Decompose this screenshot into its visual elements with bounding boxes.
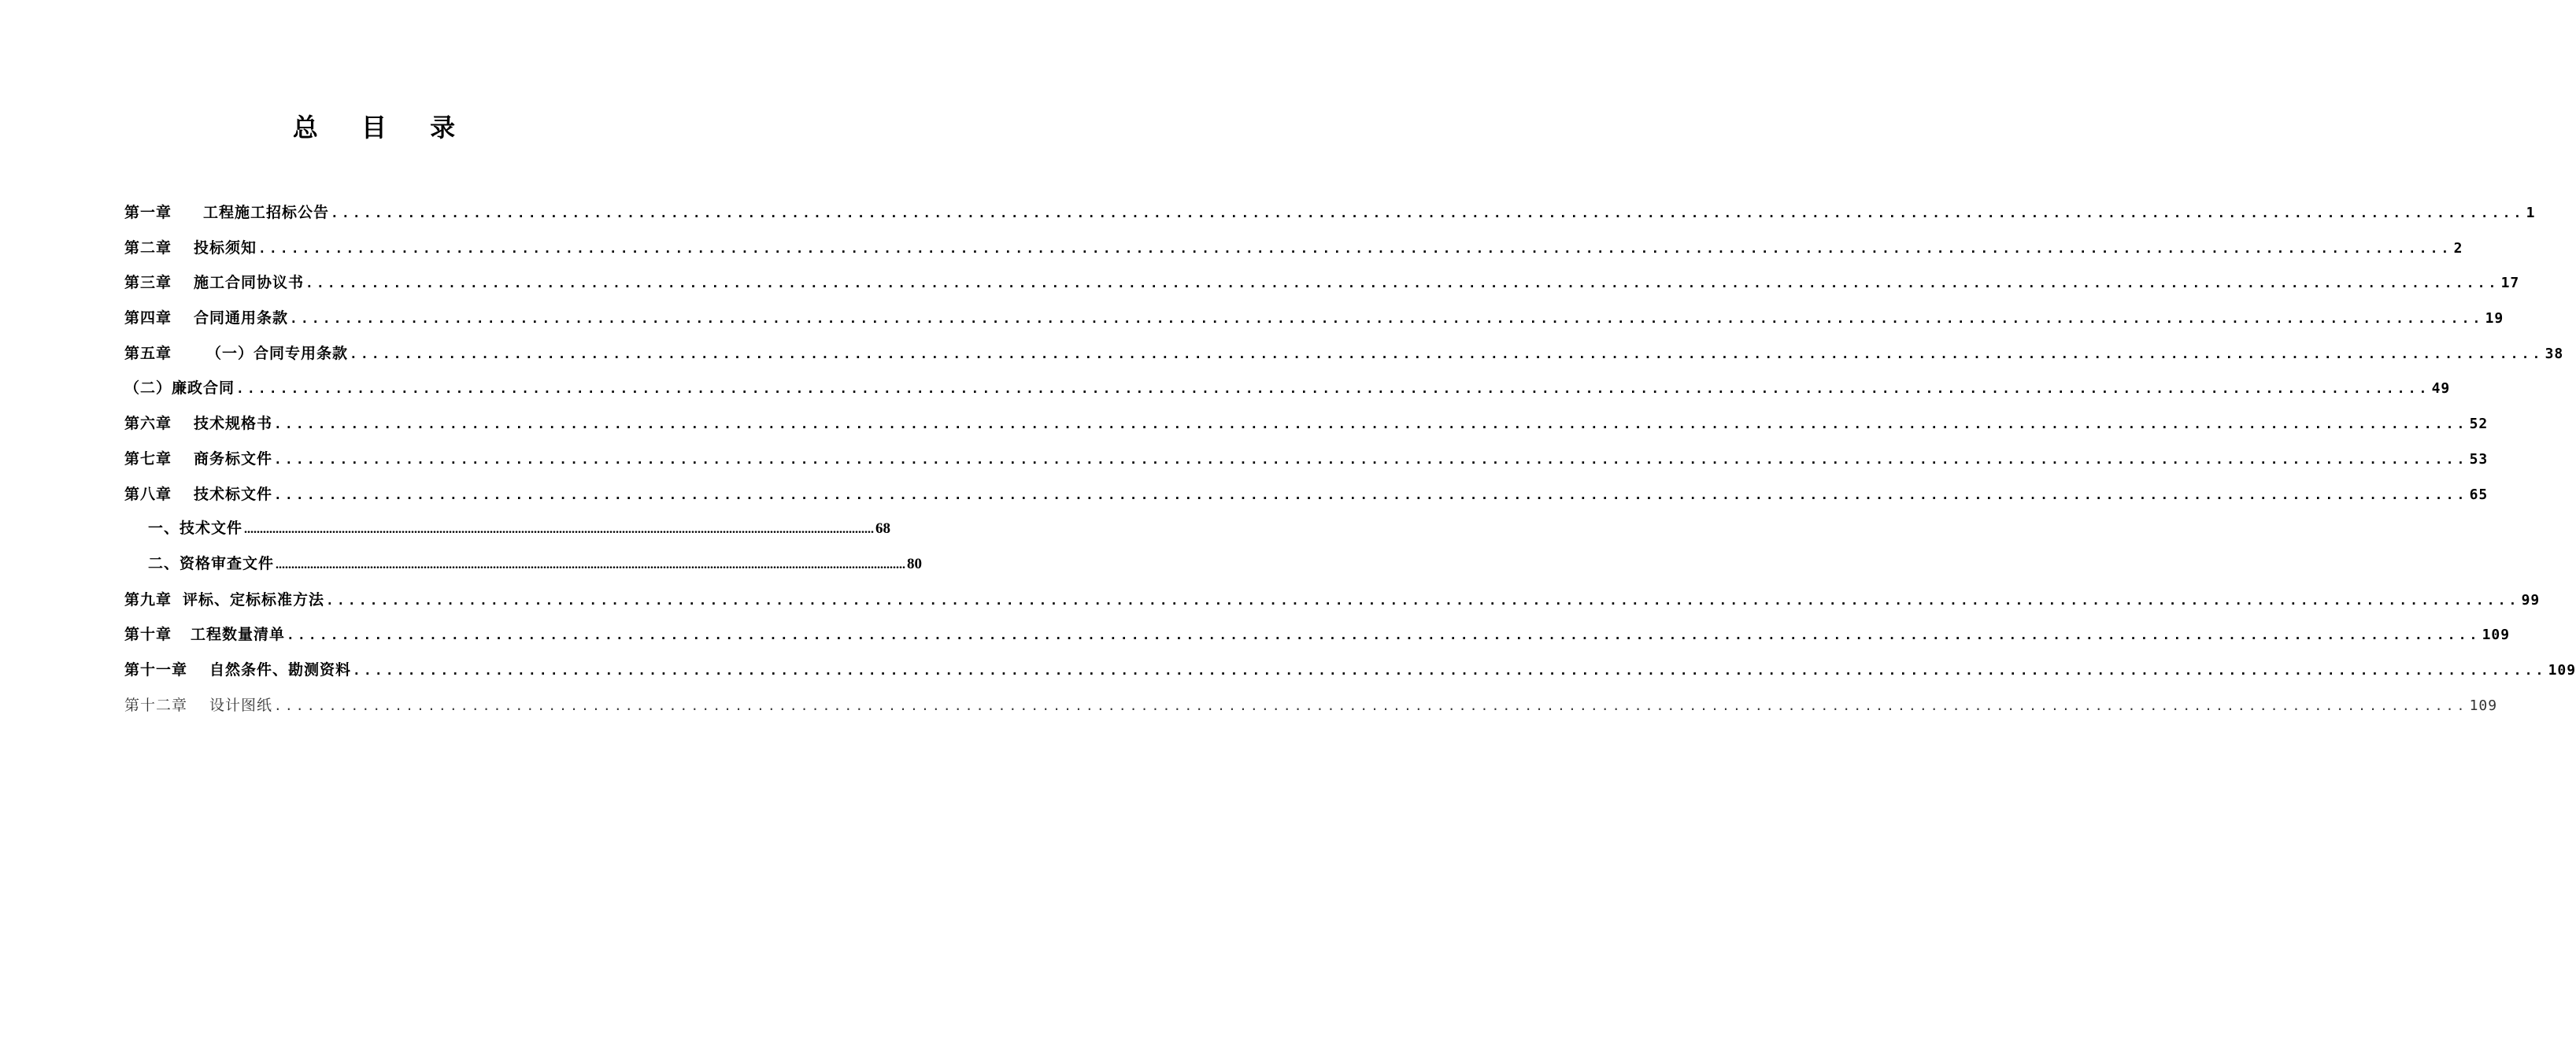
toc-page-number: 1 (2526, 205, 2536, 221)
toc-entry-text (124, 688, 272, 723)
toc-page-number: 65 (2469, 486, 2489, 503)
toc-dot-leader: ........................................................................................................................................................................................................ (276, 557, 906, 572)
toc-entry[interactable] (124, 371, 2451, 406)
toc-entry-text (124, 477, 272, 512)
toc-page-number: 52 (2469, 416, 2489, 433)
table-of-contents (124, 195, 2576, 723)
toc-chapter-label: 第十一章 (124, 660, 188, 679)
document-title: 总 目 录 (292, 113, 473, 142)
toc-entry-text (148, 547, 274, 583)
toc-entry[interactable] (124, 688, 2498, 723)
toc-entry[interactable] (124, 336, 2564, 372)
toc-entry[interactable] (124, 301, 2504, 336)
toc-dot-leader: ........................................................................................................................................................................................................ (326, 592, 2520, 608)
toc-entry-text (124, 195, 329, 231)
toc-heading: 一、技术文件 (148, 520, 243, 538)
toc-dot-leader: ........................................................................................................................................................................................................ (274, 486, 2468, 502)
toc-dot-leader: ........................................................................................................................................................................................................ (274, 451, 2468, 467)
toc-entry[interactable] (124, 231, 2463, 266)
toc-page-number: 53 (2469, 450, 2489, 468)
toc-page-number: 19 (2485, 310, 2504, 327)
toc-dot-leader: ........................................................................................................................................................................................................ (305, 276, 2500, 291)
toc-entry[interactable] (124, 442, 2489, 477)
toc-entry-text (148, 512, 242, 547)
toc-dot-leader: ........................................................................................................................................................................................................ (350, 346, 2544, 361)
toc-entry[interactable] (124, 653, 2576, 688)
toc-entry-text (124, 583, 324, 618)
toc-chapter-label: 第一章 (124, 204, 172, 221)
toc-entry[interactable] (124, 512, 891, 547)
toc-entry-text (124, 406, 272, 442)
toc-chapter-label: 第五章 (124, 344, 172, 362)
toc-chapter-label: 第三章 (124, 274, 172, 292)
toc-entry-text (124, 301, 288, 336)
toc-page-number: 99 (2521, 591, 2541, 609)
toc-chapter-label: 第六章 (124, 415, 172, 433)
toc-heading: 投标须知 (194, 239, 257, 257)
toc-dot-leader: ........................................................................................................................................................................................................ (353, 662, 2547, 678)
toc-heading: 自然条件、勘测资料 (209, 660, 352, 679)
toc-entry[interactable] (124, 195, 2536, 231)
toc-chapter-label: 第四章 (124, 309, 172, 327)
toc-entry[interactable] (124, 406, 2489, 442)
toc-page-number: 109 (2469, 697, 2498, 714)
toc-chapter-label: 第七章 (124, 449, 172, 468)
toc-chapter-label: 第九章 (124, 590, 172, 609)
toc-dot-leader: ........................................................................................................................................................................................................ (274, 697, 2468, 713)
toc-dot-leader: ........................................................................................................................................................................................................ (331, 205, 2525, 220)
toc-heading: 二、资格审查文件 (148, 555, 275, 572)
toc-heading: 施工合同协议书 (194, 274, 305, 292)
toc-page-number: 109 (2548, 661, 2576, 679)
toc-chapter-label: 第十章 (124, 626, 172, 644)
toc-page-number: 17 (2500, 275, 2520, 292)
toc-dot-leader: ........................................................................................................................................................................................................ (290, 311, 2484, 327)
toc-entry[interactable] (124, 547, 923, 583)
toc-entry[interactable] (124, 583, 2541, 618)
toc-entry-text (124, 617, 285, 653)
toc-heading: （一）合同专用条款 (206, 344, 349, 362)
toc-page-number: 38 (2545, 345, 2564, 362)
toc-entry-text (124, 231, 257, 266)
toc-entry-text (124, 371, 235, 406)
toc-heading: 评标、定标标准方法 (183, 590, 325, 609)
toc-entry-text (124, 653, 351, 688)
toc-heading: 合同通用条款 (194, 309, 289, 327)
toc-dot-leader: ........................................................................................................................................................................................................ (236, 381, 2430, 397)
toc-entry[interactable] (124, 265, 2520, 301)
toc-chapter-label: 第二章 (124, 239, 172, 257)
toc-entry-text (124, 265, 304, 301)
toc-page-number: 109 (2482, 627, 2511, 644)
toc-entry-text (124, 442, 272, 477)
toc-heading: （二）廉政合同 (124, 379, 235, 398)
toc-heading: 设计图纸 (209, 696, 273, 714)
toc-page-number: 2 (2453, 239, 2463, 257)
toc-entry[interactable] (124, 617, 2511, 653)
toc-chapter-label: 第十二章 (124, 696, 188, 714)
toc-dot-leader: ........................................................................................................................................................................................................ (274, 416, 2468, 432)
toc-entry-text (124, 336, 348, 372)
toc-dot-leader: ........................................................................................................................................................................................................ (258, 240, 2452, 256)
toc-heading: 工程数量清单 (191, 626, 286, 644)
toc-page-number: 49 (2431, 380, 2451, 398)
toc-heading: 技术标文件 (194, 485, 273, 503)
toc-dot-leader: ........................................................................................................................................................................................................ (287, 627, 2481, 643)
toc-entry[interactable] (124, 477, 2489, 512)
toc-chapter-label: 第八章 (124, 485, 172, 503)
toc-heading: 工程施工招标公告 (203, 204, 330, 221)
toc-dot-leader: ........................................................................................................................................................................................................ (244, 523, 875, 537)
toc-heading: 技术规格书 (194, 415, 273, 433)
toc-heading: 商务标文件 (194, 449, 273, 468)
toc-page-number: 68 (875, 520, 891, 538)
toc-page-number: 80 (907, 555, 923, 572)
